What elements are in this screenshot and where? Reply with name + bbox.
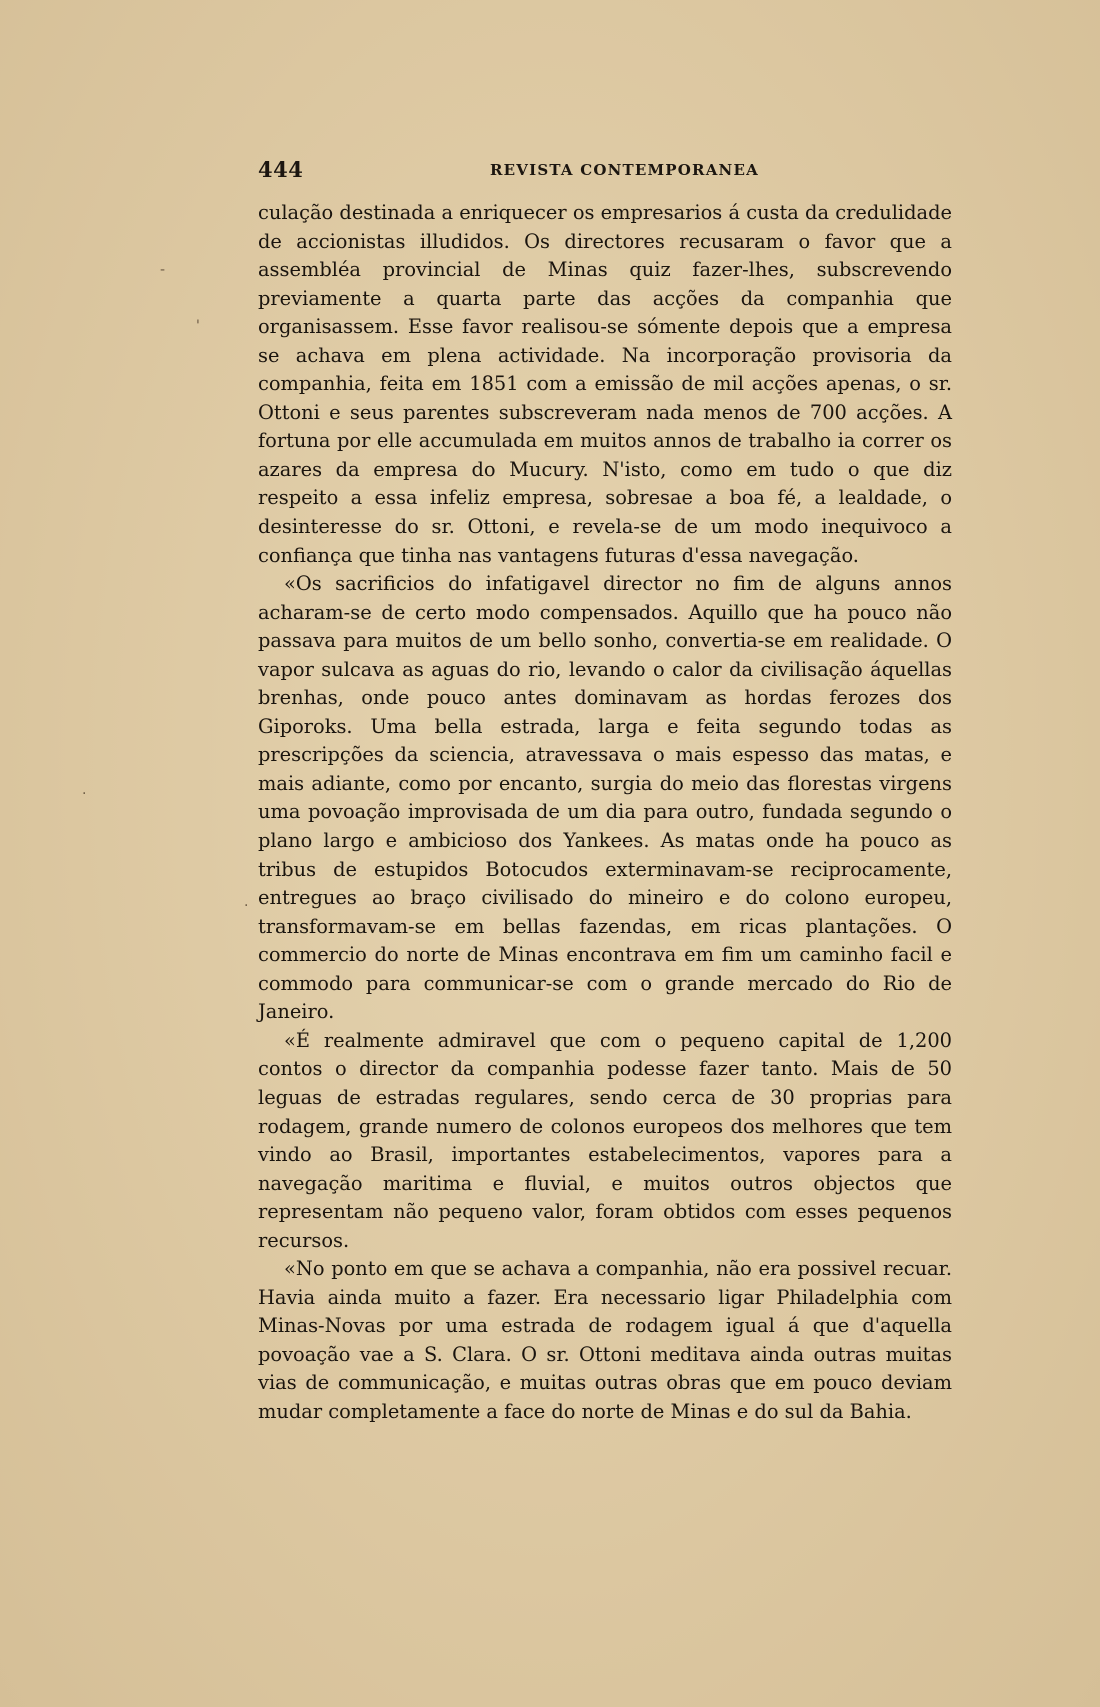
paragraph-3: «É realmente admiravel que com o pequeno capital de 1,200 contos o director da companhia podesse fazer tanto. Mais de 50 leguas de estradas regulares, sendo cerca de 30 proprias para rodagem, grande numero de colonos europeos dos melhores que tem vindo ao Brasil, importantes estabelecimentos, vapores para a navegação maritima e fluvial, e muitos outros objectos que representam não pequeno valor, foram obtidos com esses pequenos recursos. (258, 1028, 952, 1252)
paragraph-2: «Os sacrificios do infatigavel director no fim de alguns annos acharam-se de certo modo compensados. Aquillo que ha pouco não passava para muitos de um bello sonho, convertia-se em realidade. O vapor sulcava as aguas do rio, levando o calor da civilisação áquellas brenhas, onde pouco antes dominavam as hordas ferozes dos Giporoks. Uma bella estrada, larga e feita segundo todas as prescripções da sciencia, atravessava o mais espesso das matas, e mais adiante, como por encanto, surgia do meio das florestas virgens uma povoação improvisada de um dia para outro, fundada segundo o plano largo e ambicioso dos Yankees. As matas onde ha pouco as tribus de estupidos Botocudos exterminavam-se reciprocamente, entregues ao braço civilisado do mineiro e do colono europeu, transformavam-se em bellas fazendas, em ricas plantações. O commercio do norte de Minas encontrava em fim um caminho facil e commodo para communicar-se com o grande mercado do Rio de Janeiro. (258, 572, 952, 1024)
running-head: REVISTA CONTEMPORANEA (490, 161, 759, 179)
paper-blemish: ' (196, 318, 200, 334)
page-number: 444 (258, 157, 304, 182)
body-text (258, 199, 952, 1427)
paragraph-4: «No ponto em que se achava a companhia, não era possivel recuar. Havia ainda muito a fazer. Era necessario ligar Philadelphia com Minas-Novas por uma estrada de rodagem igual á que d'aquella povoação vae a S. Clara. O sr. Ottoni meditava ainda outras muitas vias de communicação, e muitas outras obras que em pouco deviam mudar completamente a face do norte de Minas e do sul da Bahia. (258, 1257, 952, 1423)
paper-blemish: · (82, 786, 87, 802)
paper-blemish: - (160, 262, 166, 278)
paper-blemish: · (244, 898, 249, 914)
page-header (258, 157, 948, 187)
paragraph-1: culação destinada a enriquecer os empresarios á custa da credulidade de accionistas illudidos. Os directores recusaram o favor que a assembléa provincial de Minas quiz fazer-lhes, subscrevendo previamente a quarta parte das acções da companhia que organisassem. Esse favor realisou-se sómente depois que a empresa se achava em plena actividade. Na incorporação provisoria da companhia, feita em 1851 com a emissão de mil acções apenas, o sr. Ottoni e seus parentes subscreveram nada menos de 700 acções. A fortuna por elle accumulada em muitos annos de trabalho ia correr os azares da empresa do Mucury. N'isto, como em tudo o que diz respeito a essa infeliz empresa, sobresae a boa fé, a lealdade, o desinteresse do sr. Ottoni, e revela-se de um modo inequivoco a confiança que tinha nas vantagens futuras d'essa navegação. (258, 201, 952, 567)
